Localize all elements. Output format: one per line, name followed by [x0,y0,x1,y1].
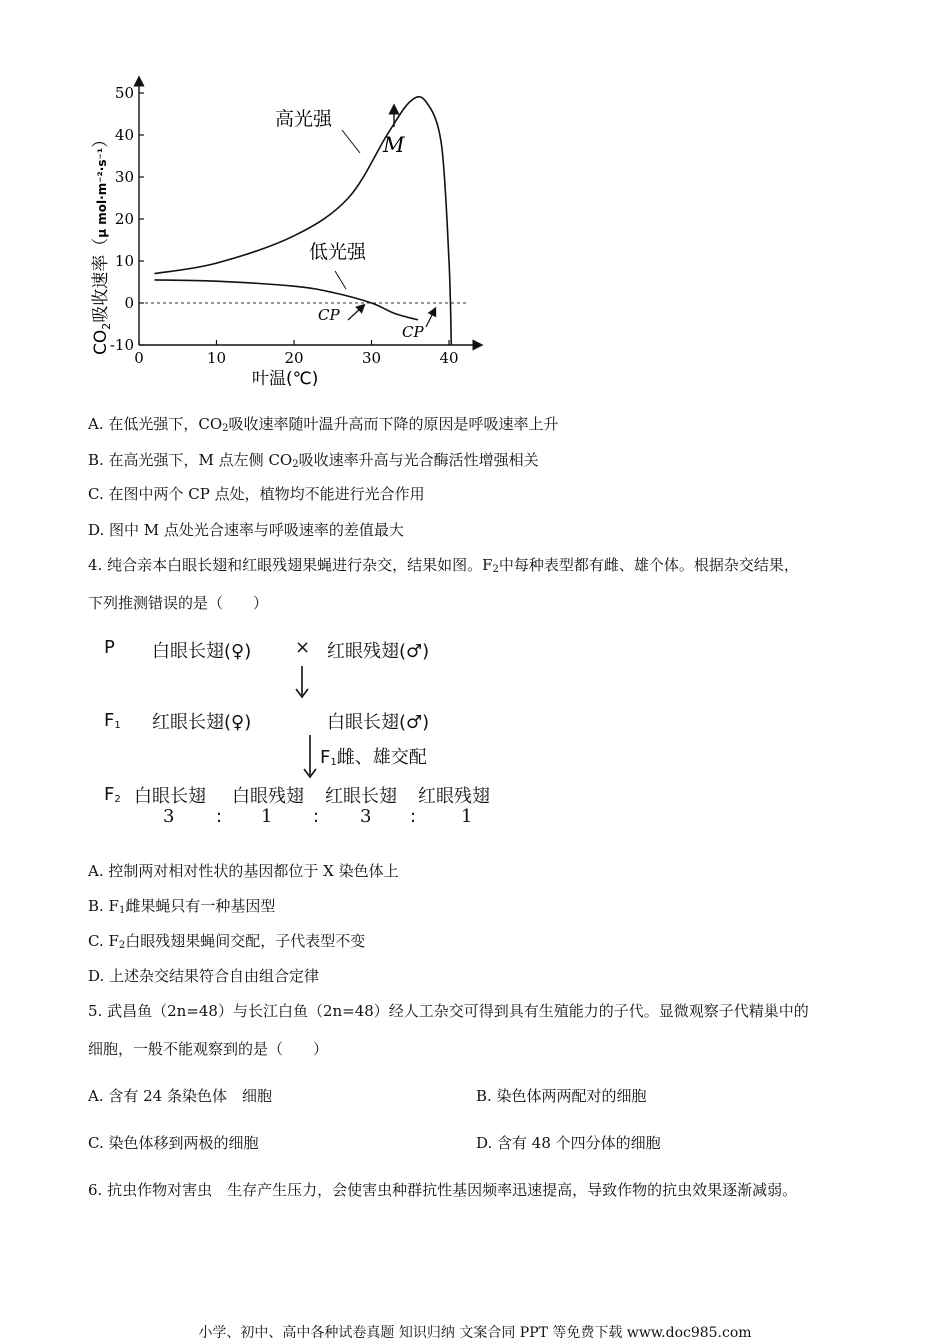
label-cp-1: CP [318,306,340,324]
q3-option-d: D. 图中 M 点处光合速率与呼吸速率的差值最大 [88,521,404,539]
x-axis-label: 叶温(℃) [252,369,319,389]
q4-stem-line-1: 4. 纯合亲本白眼长翅和红眼残翅果蝇进行杂交，结果如图。$F_2$中每种表型都有雌、雄个体。根据杂交结果， [88,556,799,575]
series-line-high-light [155,97,452,345]
q5-option-b: B. 染色体两两配对的细胞 [476,1087,647,1105]
ratio-2: 1 [261,806,273,827]
y-tick-label: -10 [109,336,134,354]
q4-option-c: C. $F_2$白眼残翅果蝇间交配，子代表型不变 [88,932,366,951]
f1-mating-note: $F_1$雌、雄交配 [320,747,427,768]
label-cp-2: CP [402,323,424,341]
f2-type-3: 红眼长翅 [325,786,397,807]
q3-option-c: C. 在图中两个 CP 点处，植物均不能进行光合作用 [88,485,425,503]
p-male: 红眼残翅(♂) [327,641,430,662]
label-m: M [383,133,405,157]
y-tick-label: 10 [114,252,134,270]
label-high-light: 高光强 [275,108,333,130]
f1-male: 白眼长翅(♂) [327,712,430,733]
ratio-4: 1 [461,806,473,827]
q4-option-a: A. 控制两对相对性状的基因都位于 X 染色体上 [88,862,399,880]
q6-stem-line-1: 6. 抗虫作物对害虫 生存产生压力，会使害虫种群抗性基因频率迅速提高，导致作物的抗虫效果逐渐减弱。 [88,1181,798,1199]
y-axis-label: $CO_2$吸收速率（μ mol·m⁻²·s⁻¹） [91,130,113,355]
f1-label: $F_1$ [104,710,121,731]
ratio-1: 3 [163,806,175,827]
page-footer: 小学、初中、高中各种试卷真题 知识归纳 文案合同 PPT 等免费下载 www.doc985.com [198,1325,752,1341]
x-tick-label: 20 [284,349,304,367]
x-tick-label: 40 [439,349,459,367]
p-female: 白眼长翅(♀) [152,641,252,662]
x-tick-label: 10 [206,349,227,367]
y-tick-label: 0 [124,294,134,312]
down-arrow-2 [298,733,322,779]
leader-line-low [335,271,346,289]
y-tick-label: 50 [114,84,134,102]
q3-option-b: B. 在高光强下，M 点左侧 $CO_2$吸收速率升高与光合酶活性增强相关 [88,451,539,470]
f2-type-4: 红眼残翅 [418,786,490,807]
y-tick-label: 30 [114,168,134,186]
q5-option-c: C. 染色体移到两极的细胞 [88,1134,259,1152]
ratio-sep-2: : [313,806,320,827]
q5-option-d: D. 含有 48 个四分体的细胞 [476,1134,661,1152]
f2-type-2: 白眼残翅 [232,786,304,807]
f2-label: $F_2$ [104,784,121,805]
x-tick-label: 0 [134,349,144,367]
f2-type-1: 白眼长翅 [134,786,206,807]
q5-option-a: A. 含有 24 条染色体 细胞 [88,1087,272,1105]
y-tick-label: 20 [114,210,134,228]
q3-option-a: A. 在低光强下，$CO_2$吸收速率随叶温升高而下降的原因是呼吸速率上升 [88,415,559,434]
q4-stem-line-2: 下列推测错误的是（ ） [88,594,269,612]
ratio-sep-1: : [216,806,223,827]
label-low-light: 低光强 [309,241,367,263]
leader-line-high [342,130,360,153]
cross-symbol: × [295,637,311,658]
x-tick-label: 30 [361,349,382,367]
q5-stem-line-1: 5. 武昌鱼（2n=48）与长江白鱼（2n=48）经人工杂交可得到具有生殖能力的子代。显微观察子代精巢中的 [88,1002,809,1020]
q4-option-b: B. $F_1$雌果蝇只有一种基因型 [88,897,276,916]
series-line-low-light [155,280,419,320]
p-label: P [104,637,115,658]
ratio-sep-3: : [410,806,417,827]
co2-temperature-chart [80,75,500,395]
cp2-arrow [426,311,434,327]
down-arrow-1 [290,664,314,700]
ratio-3: 3 [360,806,372,827]
q5-stem-line-2: 细胞，一般不能观察到的是（ ） [88,1040,329,1058]
y-tick-label: 40 [114,126,134,144]
q4-option-d: D. 上述杂交结果符合自由组合定律 [88,967,320,985]
cp1-arrow [348,307,362,320]
f1-female: 红眼长翅(♀) [152,712,252,733]
